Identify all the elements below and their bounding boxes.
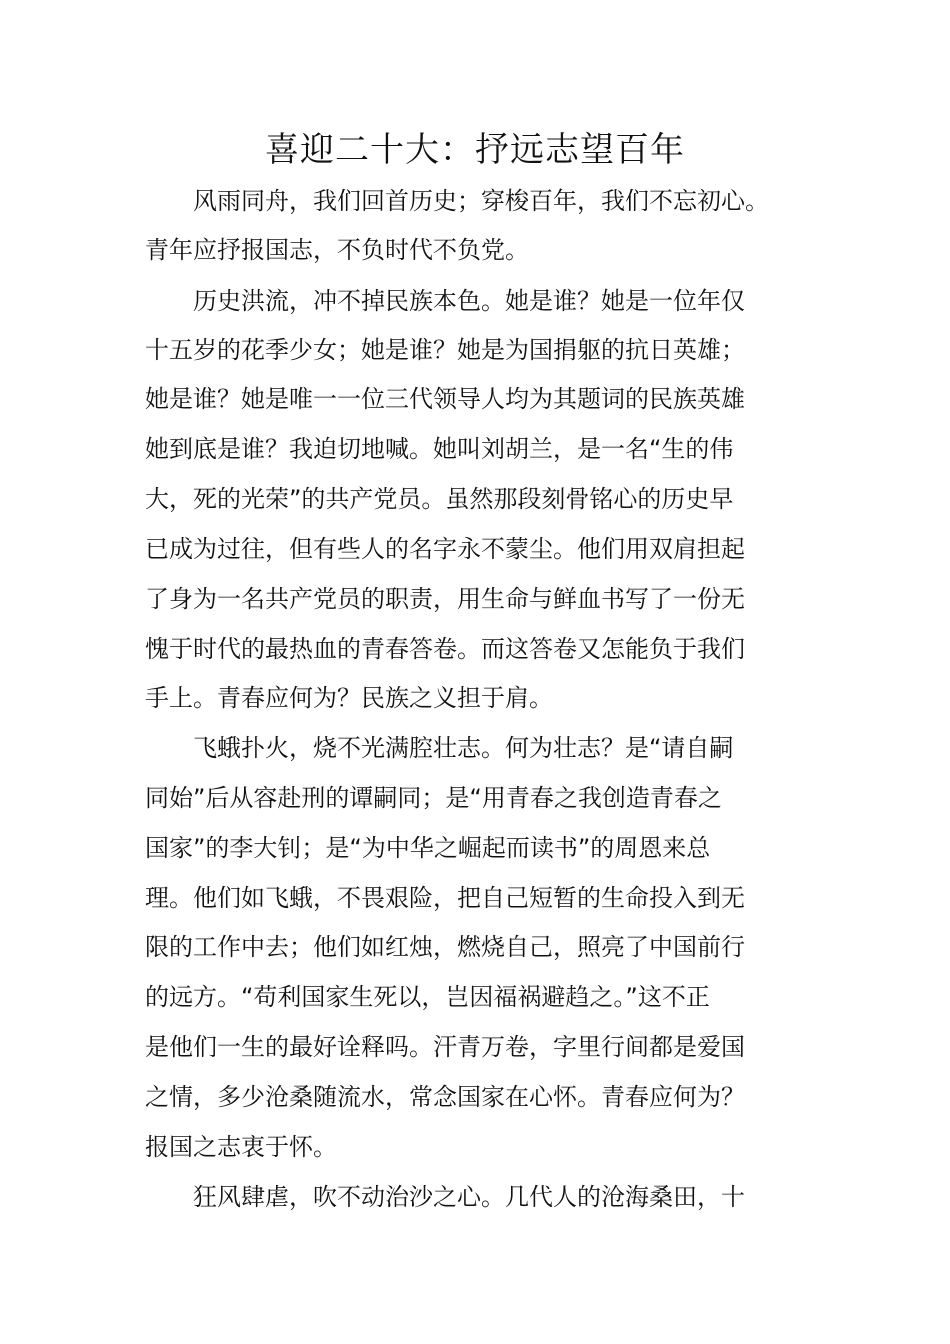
- text-line: 愧于时代的最热血的青春答卷。而这答卷又怎能负于我们: [145, 635, 745, 663]
- text-line: 报国之志衷于怀。: [145, 1133, 337, 1161]
- text-line: 的远方。“苟利国家生死以，岂因福祸避趋之。”这不正: [145, 983, 710, 1011]
- text-line: 风雨同舟，我们回首历史；穿梭百年，我们不忘初心。: [193, 187, 769, 215]
- document-title: 喜迎二十大：抒远志望百年: [265, 130, 685, 170]
- text-line: 历史洪流，冲不掉民族本色。她是谁？她是一位年仅: [193, 287, 745, 315]
- text-line: 国家”的李大钊；是“为中华之崛起而读书”的周恩来总: [145, 834, 711, 862]
- text-line: 大，死的光荣”的共产党员。虽然那段刻骨铭心的历史早: [145, 485, 734, 513]
- text-line: 理。他们如飞蛾，不畏艰险，把自己短暂的生命投入到无: [145, 884, 745, 912]
- text-line: 飞蛾扑火，烧不光满腔壮志。何为壮志？是“请自嗣: [193, 734, 734, 762]
- text-line: 青年应抒报国志，不负时代不负党。: [145, 236, 529, 264]
- text-line: 狂风肆虐，吹不动治沙之心。几代人的沧海桑田，十: [193, 1183, 745, 1211]
- text-line: 了身为一名共产党员的职责，用生命与鲜血书写了一份无: [145, 585, 745, 613]
- text-line: 已成为过往，但有些人的名字永不蒙尘。他们用双肩担起: [145, 535, 745, 563]
- text-line: 她是谁？她是唯一一位三代领导人均为其题词的民族英雄: [145, 385, 745, 413]
- text-line: 限的工作中去；他们如红烛，燃烧自己，照亮了中国前行: [145, 933, 745, 961]
- text-line: 十五岁的花季少女；她是谁？她是为国捐躯的抗日英雄；: [145, 336, 745, 364]
- text-line: 手上。青春应何为？民族之义担于肩。: [145, 684, 553, 712]
- text-line: 同始”后从容赴刑的谭嗣同；是“用青春之我创造青春之: [145, 784, 722, 812]
- text-line: 之情，多少沧桑随流水，常念国家在心怀。青春应何为？: [145, 1083, 745, 1111]
- text-line: 是他们一生的最好诠释吗。汗青万卷，字里行间都是爱国: [145, 1033, 745, 1061]
- text-line: 她到底是谁？我迫切地喊。她叫刘胡兰，是一名“生的伟: [145, 435, 734, 463]
